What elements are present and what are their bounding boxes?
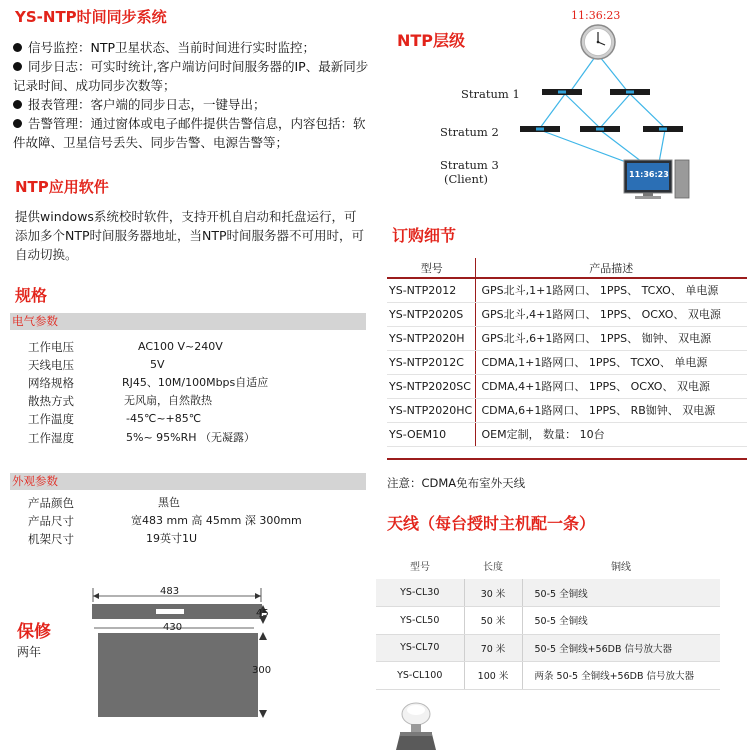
column-header: 型号 <box>387 258 475 278</box>
table-row <box>387 326 747 350</box>
spec-value: 5%~ 95%RH （无凝露） <box>126 431 256 444</box>
table-row <box>387 422 747 446</box>
server-icon <box>520 126 560 132</box>
clock-icon <box>581 25 615 59</box>
description-cell: GPS北斗,1+1路网口、 1PPS、 TCXO、 单电源 <box>475 278 747 302</box>
bullet-icon <box>13 119 22 128</box>
model-cell: YS-NTP2012 <box>387 278 475 302</box>
order-table <box>387 258 747 447</box>
description-cell: CDMA,6+1路网口、 1PPS、 RB铷钟、 双电源 <box>475 398 747 422</box>
monitor-time: 11:36:23 <box>629 170 669 179</box>
spec-label: 产品尺寸 <box>28 514 74 528</box>
table-row <box>376 607 720 635</box>
spec-label: 机架尺寸 <box>28 532 74 546</box>
spec-value: -45℃~+85℃ <box>126 412 202 425</box>
stratum-3-label: Stratum 3 <box>440 158 499 172</box>
appearance-band: 外观参数 <box>10 473 366 490</box>
column-header: 铜线 <box>611 562 631 573</box>
spec-value: RJ45、10M/100Mbps自适应 <box>122 376 269 389</box>
table-row <box>376 662 720 690</box>
bullet-icon <box>13 43 22 52</box>
length-cell: 30 米 <box>464 579 522 607</box>
bullet-icon <box>13 62 22 71</box>
antenna-title: 天线（每台授时主机配一条） <box>387 514 596 533</box>
spec-label: 工作湿度 <box>28 431 74 445</box>
ntp-level-title: NTP层级 <box>397 31 466 50</box>
server-icon <box>610 89 650 95</box>
ntp-hierarchy-diagram <box>510 20 700 200</box>
spec-label: 散热方式 <box>28 394 74 408</box>
column-header: 长度 <box>483 562 503 573</box>
cable-cell: 50-5 全铜线 <box>522 607 720 635</box>
model-cell: YS-OEM10 <box>387 422 475 446</box>
dimension-height: 45 <box>256 608 269 619</box>
cable-cell: 50-5 全铜线+56DB 信号放大器 <box>522 634 720 662</box>
dimension-drawing <box>86 580 291 725</box>
spec-label: 天线电压 <box>28 358 74 372</box>
model-cell: YS-NTP2020S <box>387 302 475 326</box>
antenna-table <box>376 552 720 690</box>
spec-label: 工作电压 <box>28 340 74 354</box>
spec-value: 19英寸1U <box>146 532 198 545</box>
model-cell: YS-NTP2012C <box>387 350 475 374</box>
server-icon <box>580 126 620 132</box>
feature-sync-log: 同步日志：可实时统计,客户端访问时间服务器的IP、最新同步记录时间、成功同步次数等； <box>13 59 369 93</box>
client-computer-icon <box>624 160 689 199</box>
table-row <box>387 278 747 302</box>
server-icon <box>643 126 683 132</box>
spec-value: 无风扇，自然散热 <box>124 394 212 407</box>
model-cell: YS-NTP2020SC <box>387 374 475 398</box>
spec-label: 产品颜色 <box>28 496 74 510</box>
description-cell: CDMA,1+1路网口、 1PPS、 TCXO、 单电源 <box>475 350 747 374</box>
stratum-1-label: Stratum 1 <box>461 87 520 101</box>
software-description: 提供windows系统校时软件，支持开机自启动和托盘运行，可添加多个NTP时间服务器地址，当NTP时间服务器不可用时，可自动切换。 <box>15 209 365 262</box>
length-cell: 100 米 <box>464 662 522 690</box>
bullet-icon <box>13 100 22 109</box>
feature-report: 报表管理：客户端的同步日志，一键导出； <box>13 95 373 114</box>
spec-value: AC100 V~240V <box>138 340 223 353</box>
model-cell: YS-CL100 <box>376 662 464 690</box>
table-header-row <box>376 552 720 579</box>
feature-signal-monitor: 信号监控：NTP卫星状态、当前时间进行实时监控； <box>13 38 373 57</box>
spec-label: 工作温度 <box>28 412 74 426</box>
table-row <box>387 374 747 398</box>
server-icon <box>542 89 582 95</box>
spec-value: 宽483 mm 高 45mm 深 300mm <box>131 514 302 527</box>
order-table-bottom-rule <box>387 458 747 460</box>
clock-time: 11:36:23 <box>571 9 621 22</box>
spec-label: 网络规格 <box>28 376 74 390</box>
column-header: 产品描述 <box>475 258 747 278</box>
table-row <box>376 579 720 607</box>
order-title: 订购细节 <box>392 226 457 245</box>
client-label: (Client) <box>444 172 488 186</box>
antenna-image <box>390 700 460 750</box>
model-cell: YS-CL30 <box>376 579 464 607</box>
column-header: 型号 <box>410 562 430 573</box>
cable-cell: 两条 50-5 全铜线+56DB 信号放大器 <box>522 662 720 690</box>
cable-cell: 50-5 全铜线 <box>522 579 720 607</box>
table-row <box>387 302 747 326</box>
table-header-row <box>387 258 747 278</box>
warranty-value: 两年 <box>17 645 42 659</box>
page-title: YS-NTP时间同步系统 <box>15 8 167 26</box>
warranty-title: 保修 <box>17 622 51 642</box>
electrical-band: 电气参数 <box>10 313 366 330</box>
spec-value: 黑色 <box>158 496 180 509</box>
description-cell: OEM定制， 数量： 10台 <box>475 422 747 446</box>
stratum-2-label: Stratum 2 <box>440 125 499 139</box>
model-cell: YS-CL70 <box>376 634 464 662</box>
length-cell: 50 米 <box>464 607 522 635</box>
table-row <box>387 398 747 422</box>
spec-value: 5V <box>150 358 165 371</box>
model-cell: YS-CL50 <box>376 607 464 635</box>
table-row <box>387 350 747 374</box>
spec-title: 规格 <box>15 286 48 305</box>
length-cell: 70 米 <box>464 634 522 662</box>
description-cell: GPS北斗,6+1路网口、 1PPS、 铷钟、 双电源 <box>475 326 747 350</box>
model-cell: YS-NTP2020H <box>387 326 475 350</box>
dimension-depth: 300 <box>252 665 272 676</box>
model-cell: YS-NTP2020HC <box>387 398 475 422</box>
dimension-width: 483 <box>160 586 180 597</box>
order-note: 注意：CDMA免布室外天线 <box>387 476 526 490</box>
description-cell: CDMA,4+1路网口、 1PPS、 OCXO、 双电源 <box>475 374 747 398</box>
table-row <box>376 634 720 662</box>
software-title: NTP应用软件 <box>15 178 109 196</box>
feature-alarm: 告警管理：通过窗体或电子邮件提供告警信息，内容包括：软件故障、卫星信号丢失、同步告警、电源告警等； <box>13 116 366 150</box>
dimension-inner: 430 <box>163 622 183 633</box>
description-cell: GPS北斗,4+1路网口、 1PPS、 OCXO、 双电源 <box>475 302 747 326</box>
